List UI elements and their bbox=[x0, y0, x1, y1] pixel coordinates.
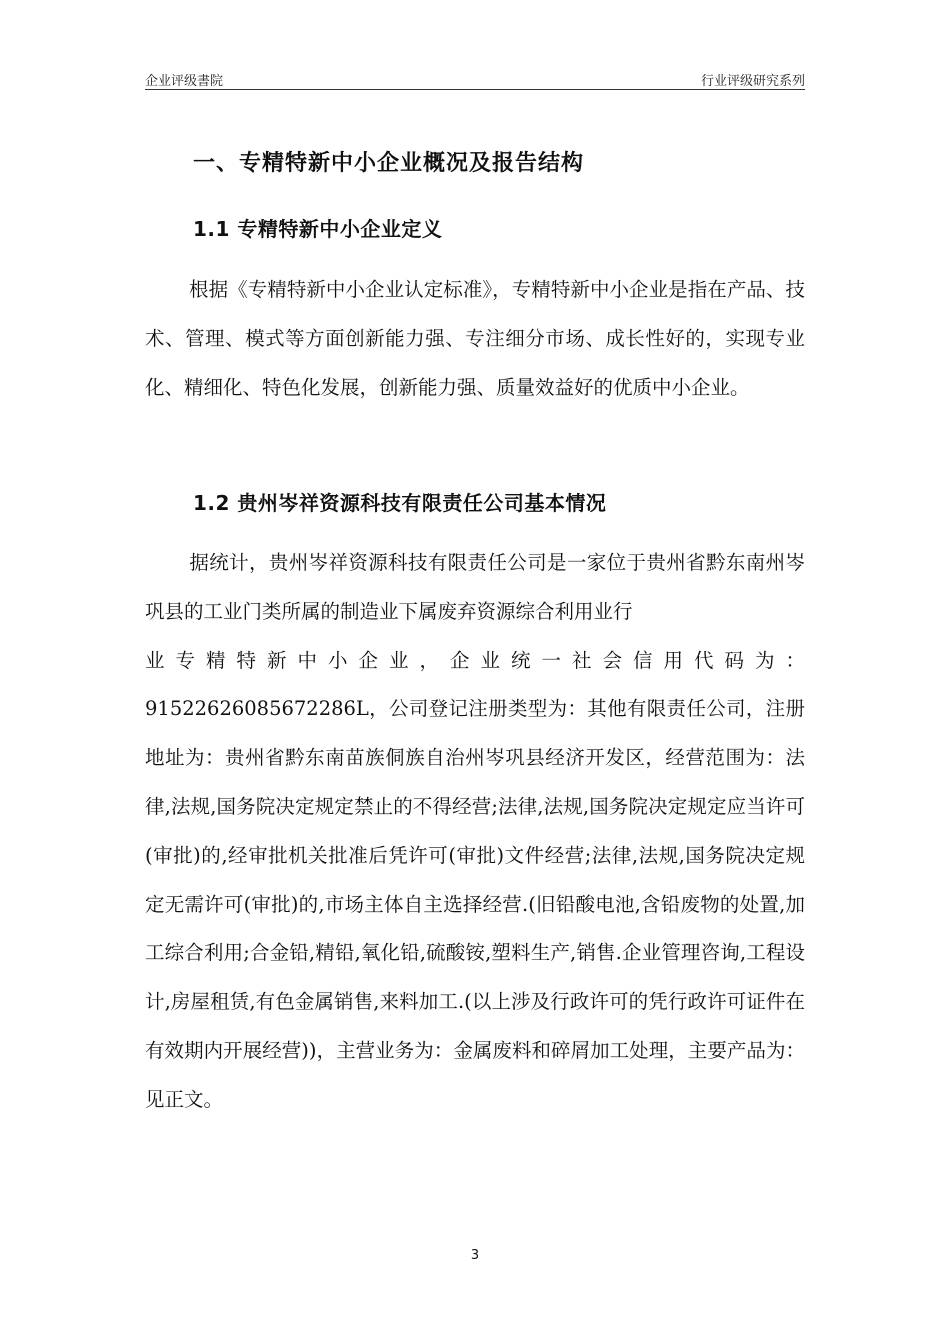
subsection-heading-1-2: 1.2 贵州岑祥资源科技有限责任公司基本情况 bbox=[193, 491, 607, 515]
page-header bbox=[145, 66, 805, 90]
header-left-text: 企业评级書院 bbox=[145, 74, 224, 89]
definition-text: 根据《专精特新中小企业认定标准》，专精特新中小企业是指在产品、技术、管理、模式等方面创新能力强、专注细分市场、成长性好的，实现专业化、精细化、特色化发展，创新能力强、质量效益好的优质中小企业。 bbox=[145, 278, 805, 399]
definition-paragraph bbox=[145, 266, 805, 412]
subsection-heading-1-1: 1.1 专精特新中小企业定义 bbox=[193, 217, 443, 241]
header-divider bbox=[145, 89, 805, 90]
company-paragraph bbox=[145, 539, 805, 1125]
header-right-text: 行业评级研究系列 bbox=[700, 74, 805, 89]
company-text-c: 91522626085672286L，公司登记注册类型为：其他有限责任公司，注册地址为：贵州省黔东南苗族侗族自治州岑巩县经济开发区，经营范围为：法律,法规,国务院决定规定禁止的不得经营;法律,法规,国务院决定规定应当许可(审批)的,经审批机关批准后凭许可(审批)文件经营;法律,法规,国务院决定规定无需许可(审批)的,市场主体自主选择经营.(旧铅酸电池,含铅废物的处置,加工综合利用;合金铅,精铅,氧化铅,硫酸铵,塑料生产,销售.企业管理咨询,工程设计,房屋租赁,有色金属销售,来料加工.(以上涉及行政许可的凭行政许可证件在有效期内开展经营))，主营业务为：金属废料和碎屑加工处理，主要产品为：见正文。 bbox=[145, 697, 805, 1111]
company-text-b: 业专精特新中小企业，企业统一社会信用代码为： bbox=[145, 648, 805, 672]
page-number: 3 bbox=[470, 1248, 480, 1263]
section-heading: 一、专精特新中小企业概况及报告结构 bbox=[193, 151, 585, 176]
company-text-a: 据统计，贵州岑祥资源科技有限责任公司是一家位于贵州省黔东南州岑巩县的工业门类所属的制造业下属废弃资源综合利用业行 bbox=[145, 551, 805, 623]
